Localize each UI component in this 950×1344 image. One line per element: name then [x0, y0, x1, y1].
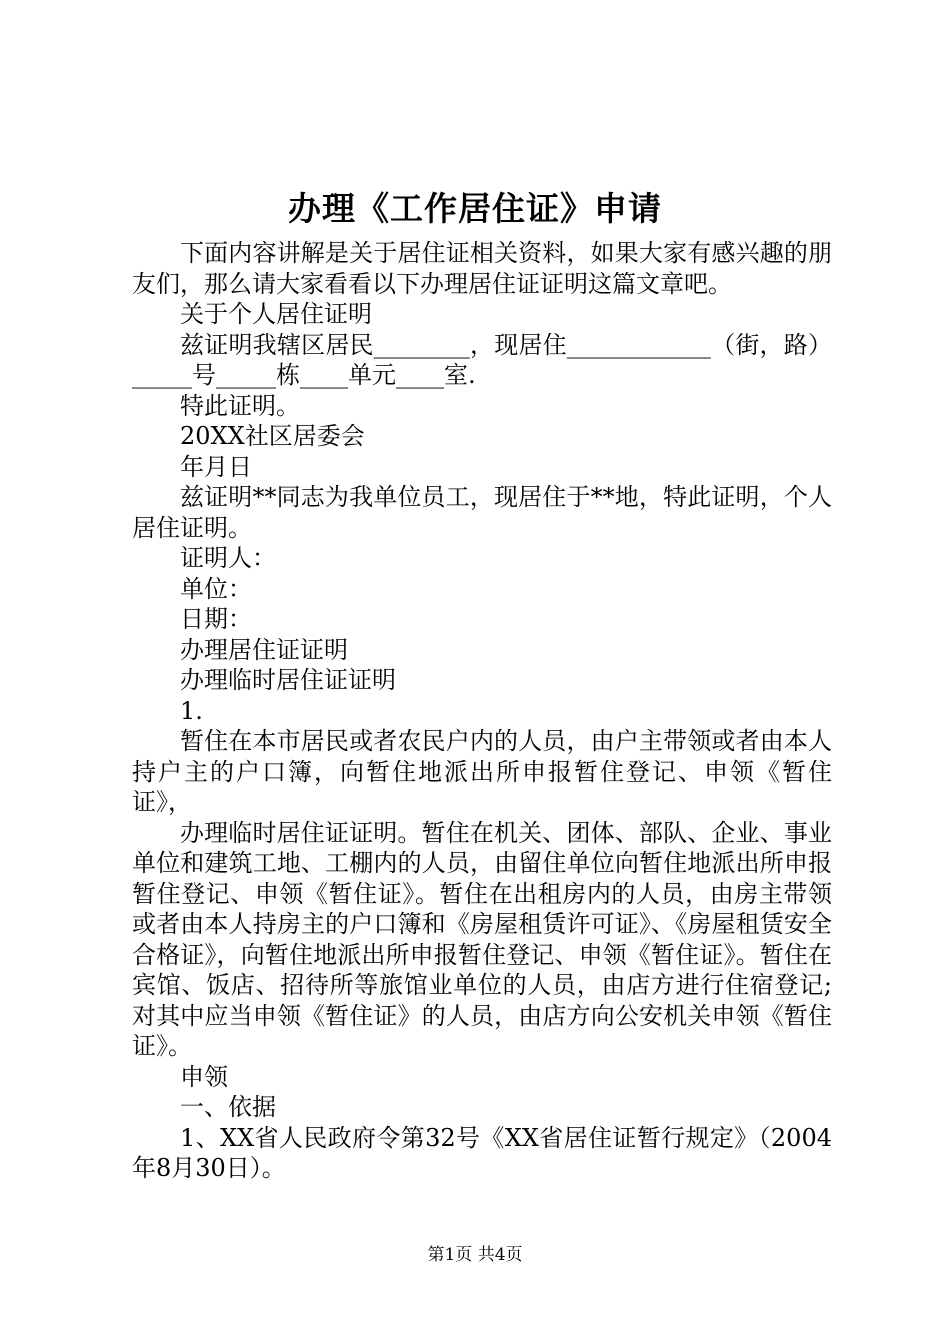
paragraph: 暂住在本市居民或者农民户内的人员，由户主带领或者由本人持户主的户口簿，向暂住地派出所申报暂住登记、申领《暂住证》，: [132, 727, 832, 816]
paragraph: 一、依据: [180, 1093, 276, 1121]
paragraph: 年月日: [180, 452, 252, 481]
paragraph: 下面内容讲解是关于居住证相关资料，如果大家有感兴趣的朋友们，那么请大家看看以下办理居住证证明这篇文章吧。: [132, 239, 832, 298]
paragraph: 办理临时居住证证明。暂住在机关、团体、部队、企业、事业单位和建筑工地、工棚内的人员，由留住单位向暂住地派出所申报暂住登记、申领《暂住证》。暂住在出租房内的人员，由房主带领或者由本人持房主的户口簿和《房屋租赁许可证》、《房屋租赁安全合格证》，向暂住地派出所申报暂住登记、申领《暂住证》。暂住在宾馆、饭店、招待所等旅馆业单位的人员，由店方进行住宿登记;对其中应当申领《暂住证》的人员，由店方向公安机关申领《暂住证》。: [132, 818, 832, 1060]
paragraph: 兹证明我辖区居民________，现居住____________（街，路）_____号_____栋____单元____室.: [132, 330, 832, 389]
page-footer: 第1页 共4页: [427, 1245, 523, 1265]
paragraph: 日期：: [180, 605, 252, 633]
paragraph: 20XX社区居委会: [180, 422, 365, 450]
paragraph: 办理居住证证明: [180, 635, 348, 664]
paragraph: 1.: [180, 696, 203, 725]
paragraph: 关于个人居住证明: [180, 300, 372, 328]
paragraph: 兹证明**同志为我单位员工，现居住于**地，特此证明，个人居住证明。: [132, 483, 832, 542]
paragraph: 证明人：: [180, 544, 276, 572]
paragraph: 单位：: [180, 574, 252, 603]
paragraph: 申领: [180, 1062, 228, 1091]
document-body: [132, 238, 832, 1184]
paragraph: 特此证明。: [180, 391, 300, 420]
paragraph: 办理临时居住证证明: [180, 666, 396, 694]
paragraph: 1、XX省人民政府令第32号《XX省居住证暂行规定》（2004年8月30日）。: [132, 1123, 832, 1182]
document-title: 办理《工作居住证》申请: [288, 189, 662, 228]
